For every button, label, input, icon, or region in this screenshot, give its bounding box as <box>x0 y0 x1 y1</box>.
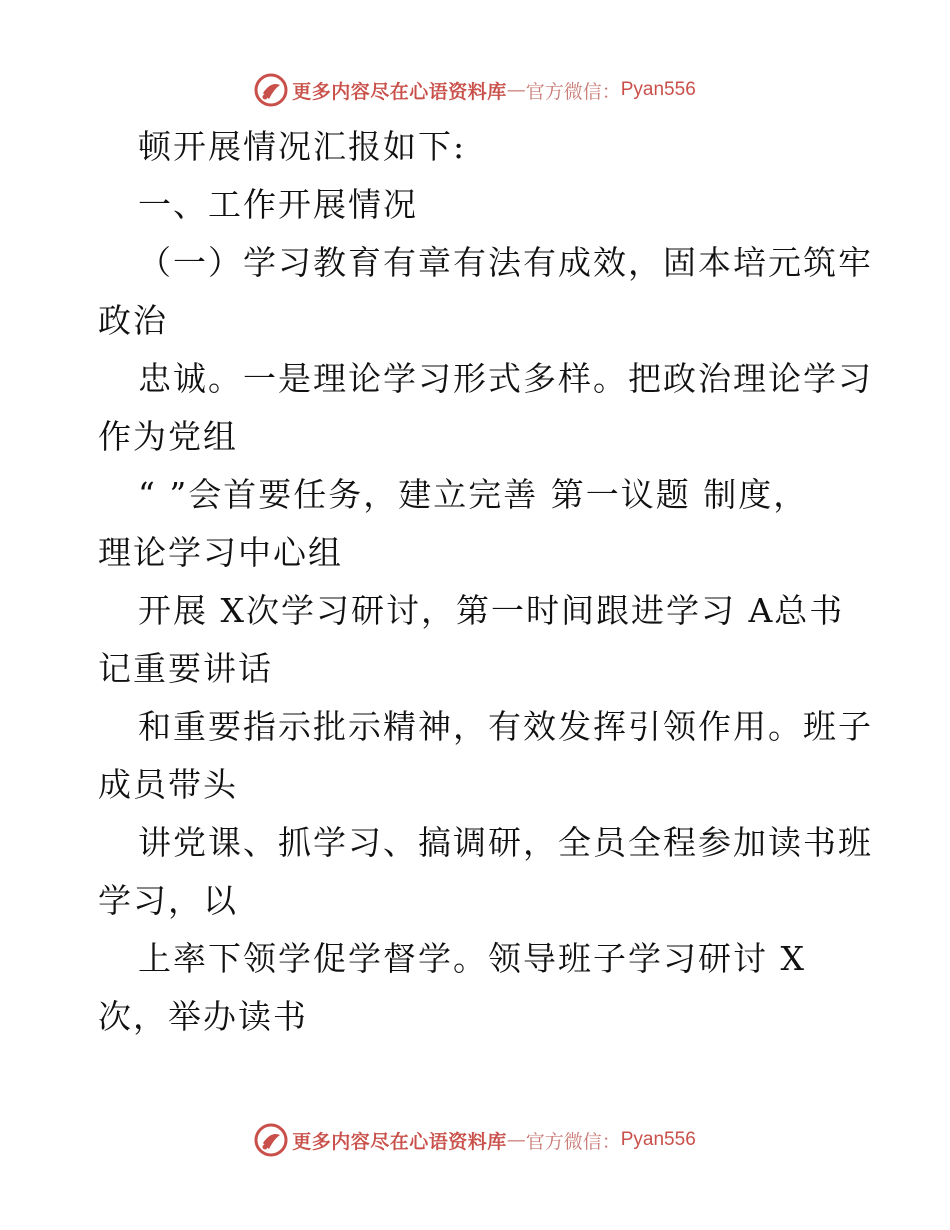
text-line: 理论学习中心组 <box>98 533 343 572</box>
banner-wechat-id: Pyan556 <box>620 1129 696 1150</box>
banner-wechat-label: 官方微信： <box>525 1130 621 1153</box>
logo-icon <box>254 1123 288 1157</box>
banner-dash: — <box>506 79 526 101</box>
text-line: 开展 X次学习研讨，第一时间跟进学习 A总书 <box>138 591 845 630</box>
text-line: “ ”会首要任务，建立完善 第一议题 制度， <box>138 475 809 514</box>
text-line: 作为党组 <box>98 417 238 456</box>
banner-wechat-id: Pyan556 <box>620 79 696 100</box>
text-line: 和重要指示批示精神，有效发挥引领作用。班子 <box>138 707 873 746</box>
text-line: （一）学习教育有章有法有成效，固本培元筑牢 <box>138 243 873 282</box>
banner-title: 更多内容尽在心语资料库 <box>292 1130 507 1153</box>
banner-dash: — <box>506 1129 526 1151</box>
banner-wechat-label: 官方微信： <box>525 80 621 103</box>
banner-title: 更多内容尽在心语资料库 <box>292 80 507 103</box>
text-line: 次，举办读书 <box>98 997 308 1036</box>
text-line: 上率下领学促学督学。领导班子学习研讨 X <box>138 939 806 978</box>
text-line: 政治 <box>98 301 168 340</box>
footer-watermark <box>0 1120 950 1160</box>
text-line: 顿开展情况汇报如下: <box>138 127 467 166</box>
text-line: 记重要讲话 <box>98 649 273 688</box>
text-line: 成员带头 <box>98 765 238 804</box>
header-watermark <box>0 70 950 110</box>
text-line: 学习，以 <box>98 881 238 920</box>
document-body <box>98 118 898 1046</box>
logo-icon <box>254 73 288 107</box>
section-heading: 一、工作开展情况 <box>138 185 418 224</box>
text-line: 讲党课、抓学习、搞调研，全员全程参加读书班 <box>138 823 873 862</box>
text-line: 忠诚。一是理论学习形式多样。把政治理论学习 <box>138 359 873 398</box>
